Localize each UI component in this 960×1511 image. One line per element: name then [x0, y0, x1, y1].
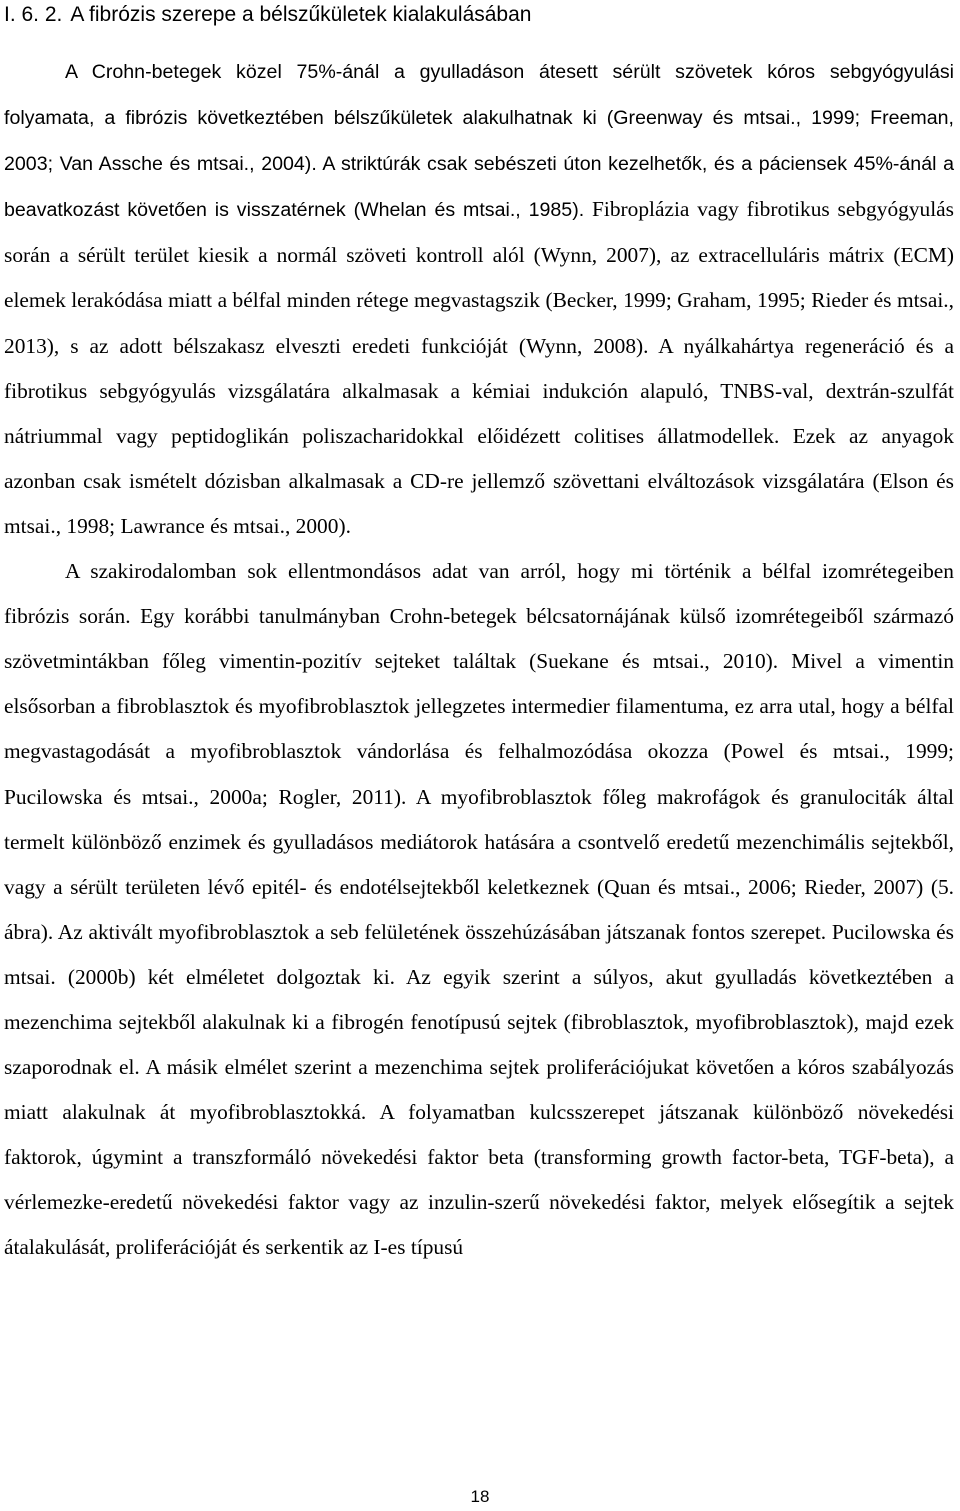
page-number: 18: [470, 1487, 490, 1506]
section-heading: [4, 2, 954, 28]
paragraph-1-text: Fibroplázia vagy fibrotikus sebgyógyulás során a sérült terület kiesik a normál szöveti kontroll alól (Wynn, 2007), az extracelluláris mátrix (ECM) elemek lerakódása miatt a bélfal minden rétege megvastagszik (Becker, 1999; Graham, 1995; Rieder és mtsai., 2013), s az adott bélszakasz elveszti eredeti funkcióját (Wynn, 2008). A nyálkahártya regeneráció és a fibrotikus sebgyógyulás vizsgálatára alkalmasak a kémiai indukción alapuló, TNBS-val, dextrán-szulfát nátriummal vagy peptidoglikán poliszacharidokkal előidézett colitises állatmodellek. Ezek az anyagok azonban csak ismételt dózisban alkalmasak a CD-re jellemző szövettani elváltozások vizsgálatára (Elson és mtsai., 1998; Lawrance és mtsai., 2000).: [4, 197, 954, 538]
section-title: A fibrózis szerepe a bélszűkületek kialakulásában: [70, 3, 532, 26]
paragraph-2-text: A szakirodalomban sok ellentmondásos adat van arról, hogy mi történik a bélfal izomrétegeiben fibrózis során. Egy korábbi tanulmányban Crohn-betegek bélcsatornájának külső izomrétegeiből származó szövetmintákban főleg vimentin-pozitív sejteket találtak (Suekane és mtsai., 2010). Mivel a vimentin elsősorban a fibroblasztok és myofibroblasztok jellegzetes intermedier filamentuma, ez arra utal, hogy a bélfal megvastagodását a myofibroblasztok vándorlása és felhalmozódása okozza (Powel és mtsai., 1999; Pucilowska és mtsai., 2000a; Rogler, 2011). A myofibroblasztok főleg makrofágok és granulociták által termelt különböző enzimek és gyulladásos mediátorok hatására a csontvelő eredetű mezenchimális sejtekből, vagy a sérült területen lévő epitél- és endotélsejtekből keletkeznek (Quan és mtsai., 2006; Rieder, 2007) (5. ábra). Az aktivált myofibroblasztok a seb felületének összehúzásában játszanak fontos szerepet. Pucilowska és mtsai. (2000b) két elméletet dolgoztak ki. Az egyik szerint a súlyos, akut gyulladás következtében a mezenchima sejtekből alakulnak ki a fibrogén fenotípusú sejtek (fibroblasztok, myofibroblasztok), majd ezek szaporodnak el. A másik elmélet szerint a mezenchima sejtek proliferációjukat követően a kóros szabályozás miatt alakulnak át myofibroblasztokká. A folyamatban kulcsszerepet játszanak különböző növekedési faktorok, úgymint a transzformáló növekedési faktor beta (transforming growth factor-beta, TGF-beta), a vérlemezke-eredetű növekedési faktor vagy az inzulin-szerű növekedési faktor, melyek elősegítik a sejtek átalakulását, proliferációját és serkentik az I-es típusú: [4, 559, 954, 1260]
paragraph-1: [4, 49, 954, 549]
paragraph-1-lead: A Crohn-betegek közel 75%-ánál a gyulladáson átesett sérült szövetek kóros sebgyógyulási folyamata, a fibrózis következtében bélszűkületek alakulhatnak ki (Greenway és mtsai., 1999; Freeman, 2003; Van Assche és mtsai., 2004). A striktúrák csak sebészeti úton kezelhetők, és a páciensek 45%-ánál a beavatkozást követően is visszatérnek (Whelan és mtsai., 1985).: [4, 61, 954, 222]
paragraph-2: [4, 549, 954, 1271]
section-number: I. 6. 2.: [4, 3, 63, 26]
body-text: [4, 49, 954, 1271]
